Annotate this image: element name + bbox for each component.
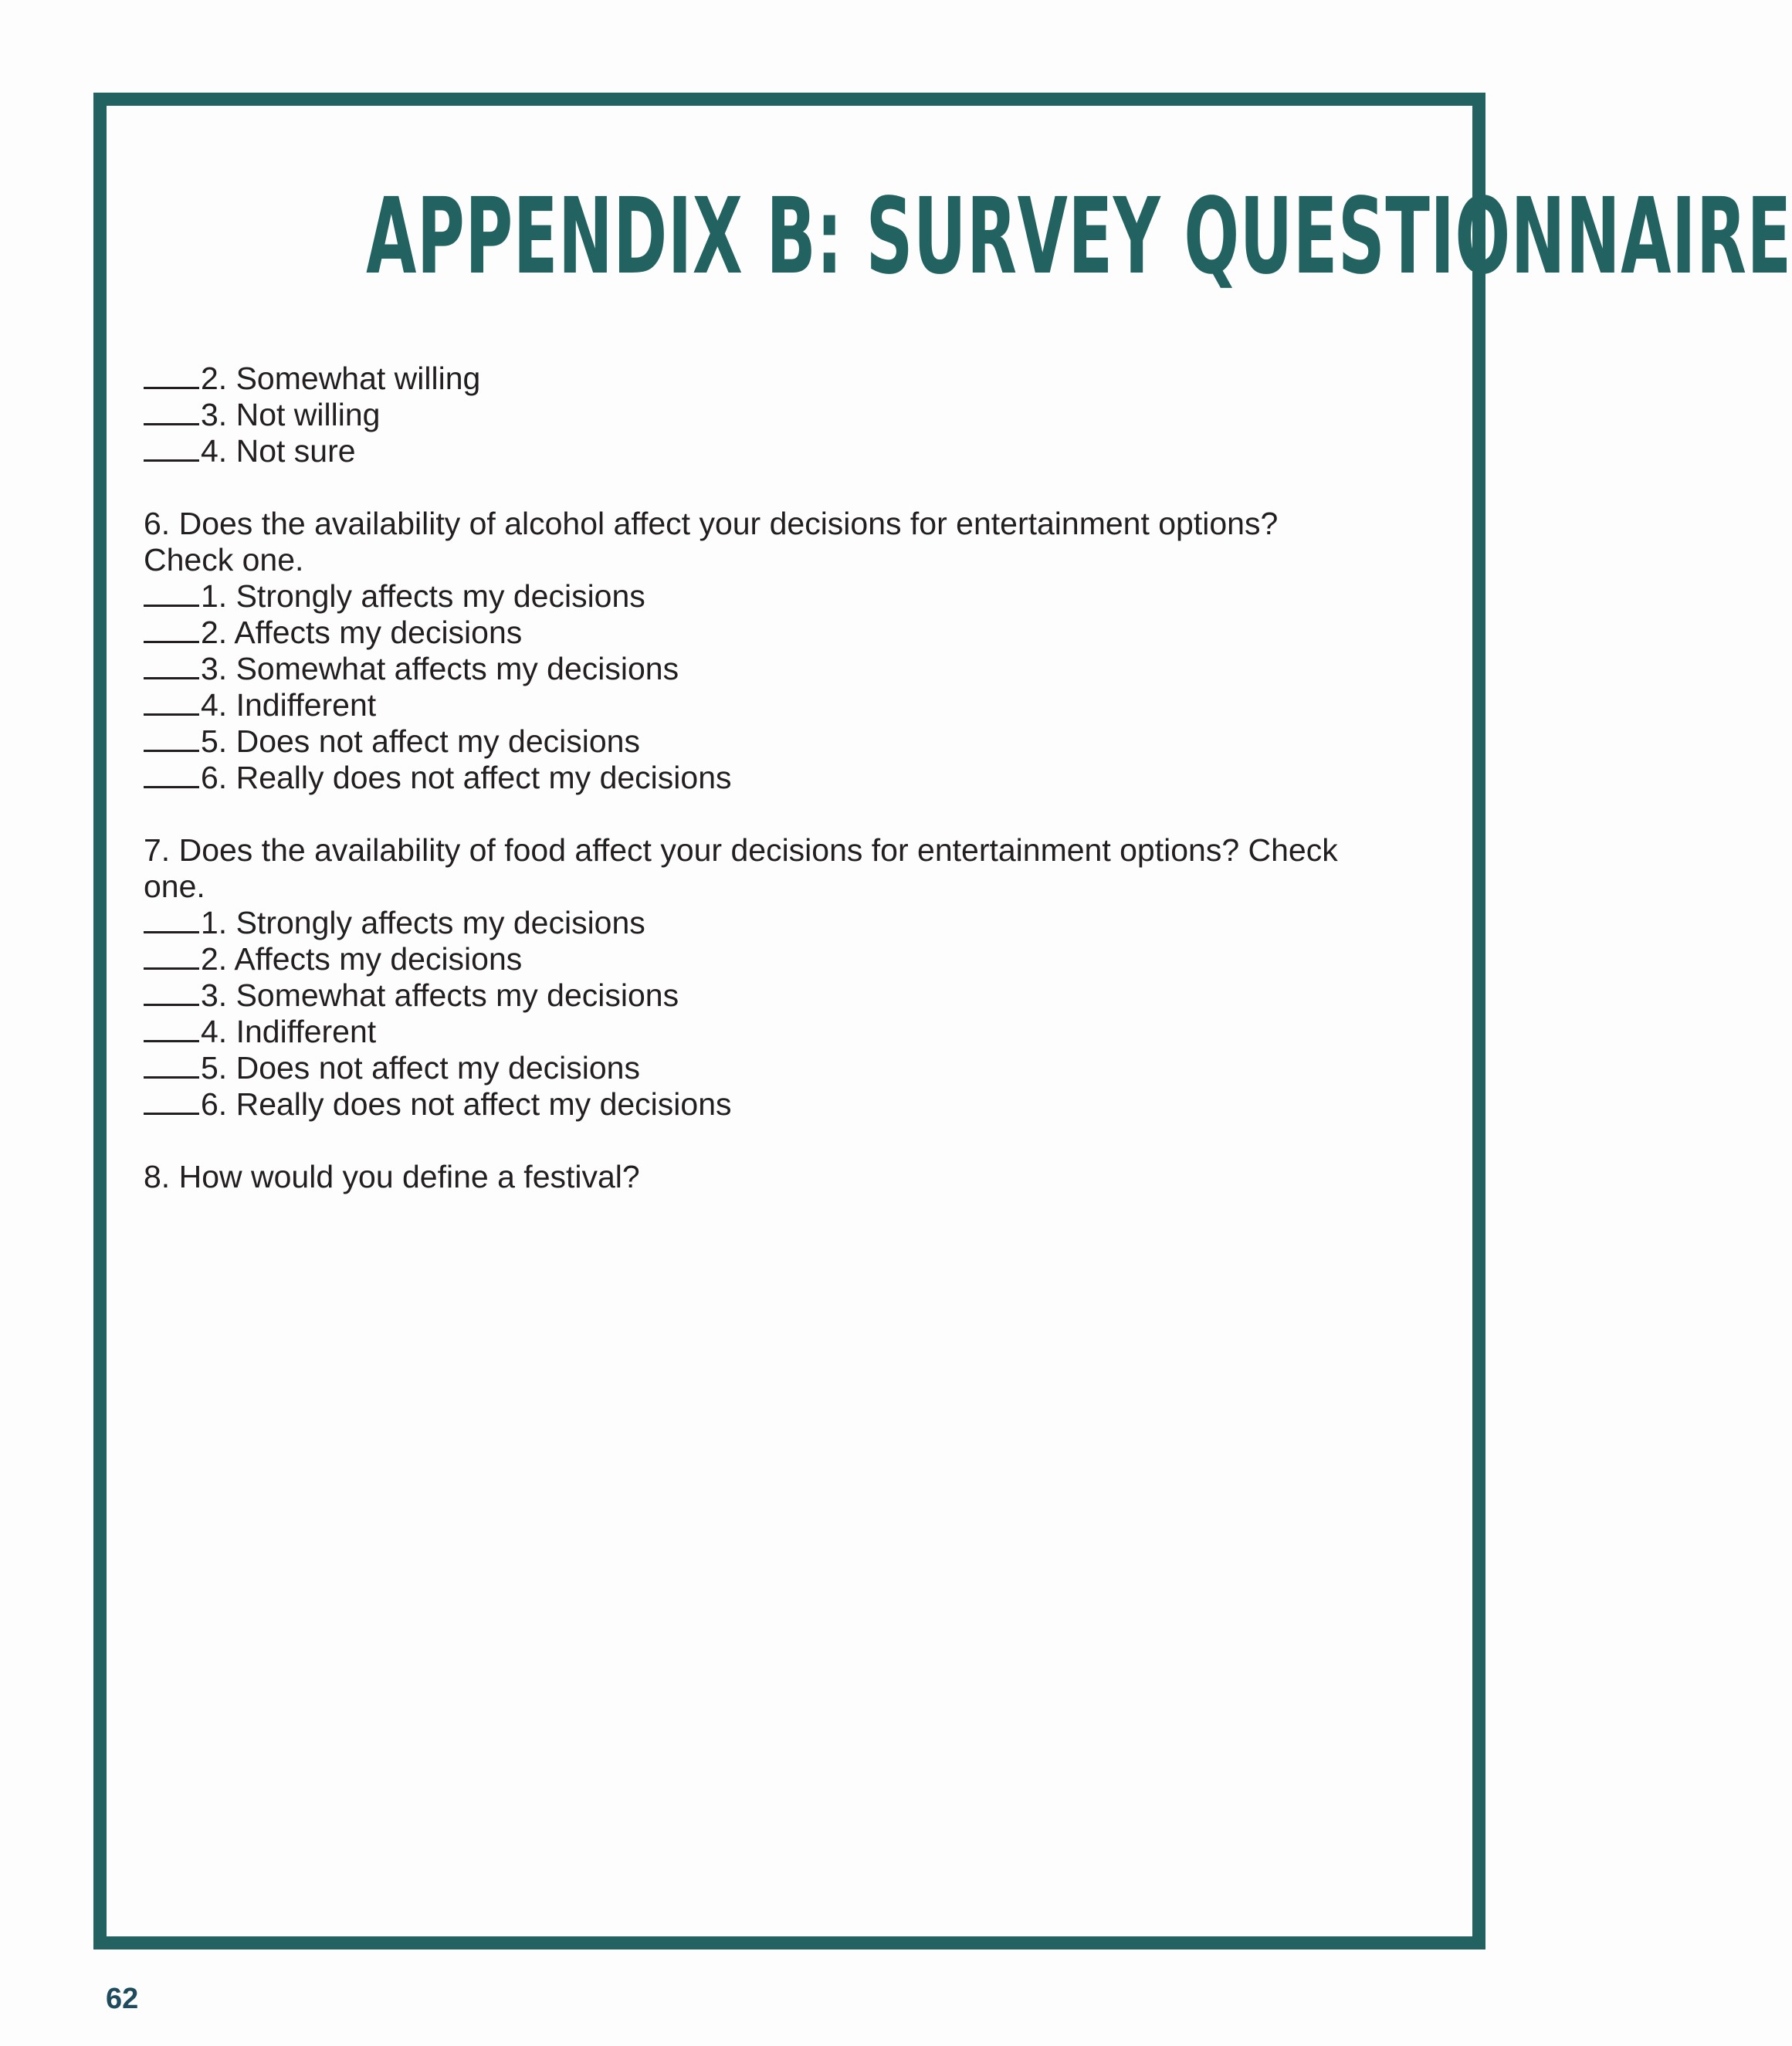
answer-option[interactable]: 1. Strongly affects my decisions — [144, 905, 1456, 941]
answer-option[interactable]: 5. Does not affect my decisions — [144, 723, 1456, 760]
question-6-prompt: 6. Does the availability of alcohol affect your decisions for entertainment options? — [144, 506, 1279, 541]
answer-blank[interactable] — [144, 433, 199, 462]
answer-option[interactable]: 1. Strongly affects my decisions — [144, 578, 1456, 615]
answer-option[interactable]: 5. Does not affect my decisions — [144, 1050, 1456, 1086]
answer-option[interactable]: 6. Really does not affect my decisions — [144, 1086, 1456, 1123]
answer-blank[interactable] — [144, 760, 199, 788]
answer-blank[interactable] — [144, 687, 199, 716]
answer-option[interactable]: 4. Indifferent — [144, 1014, 1456, 1050]
answer-option[interactable]: 3. Somewhat affects my decisions — [144, 651, 1456, 687]
answer-blank[interactable] — [144, 615, 199, 643]
page-frame — [93, 93, 1792, 1949]
answer-blank[interactable] — [144, 723, 199, 752]
answer-blank[interactable] — [144, 905, 199, 933]
answer-blank[interactable] — [144, 578, 199, 607]
answer-option[interactable]: 3. Not willing — [144, 397, 1456, 433]
answer-blank[interactable] — [144, 977, 199, 1006]
answer-option[interactable]: 2. Somewhat willing — [144, 361, 1456, 397]
answer-option[interactable]: 6. Really does not affect my decisions — [144, 760, 1456, 796]
question-6-prompt-cont: Check one. — [144, 542, 304, 578]
answer-option[interactable]: 3. Somewhat affects my decisions — [144, 977, 1456, 1014]
page-number: 62 — [106, 1983, 139, 2015]
answer-option[interactable]: 2. Affects my decisions — [144, 615, 1456, 651]
answer-blank[interactable] — [144, 1086, 199, 1115]
question-7-prompt-cont: one. — [144, 869, 205, 904]
answer-blank[interactable] — [144, 941, 199, 970]
answer-blank[interactable] — [144, 397, 199, 425]
answer-blank[interactable] — [144, 651, 199, 679]
survey-content — [144, 361, 1456, 1195]
answer-option[interactable]: 2. Affects my decisions — [144, 941, 1456, 977]
answer-blank[interactable] — [144, 1014, 199, 1042]
answer-blank[interactable] — [144, 361, 199, 389]
answer-blank[interactable] — [144, 1050, 199, 1079]
page-title: APPENDIX B: SURVEY QUESTIONNAIRE — [366, 176, 1792, 298]
question-7-prompt: 7. Does the availability of food affect your decisions for entertainment options? Check — [144, 832, 1338, 868]
question-8-prompt: 8. How would you define a festival? — [144, 1159, 640, 1194]
answer-option[interactable]: 4. Indifferent — [144, 687, 1456, 723]
answer-option[interactable]: 4. Not sure — [144, 433, 1456, 469]
